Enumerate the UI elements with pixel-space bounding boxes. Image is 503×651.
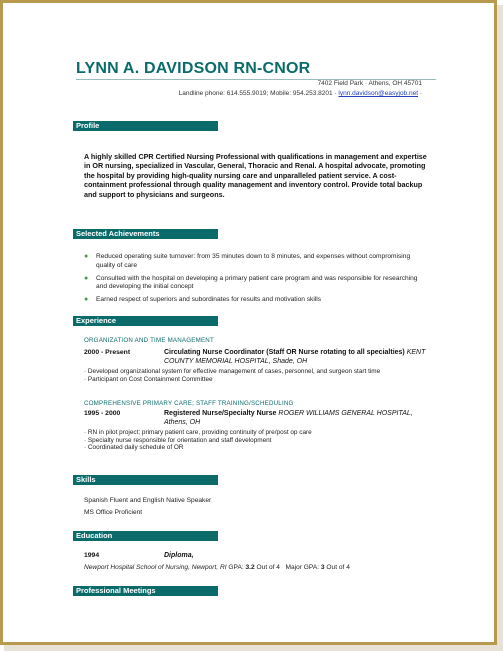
bullet-icon: ● bbox=[84, 296, 89, 303]
profile-summary: A highly skilled CPR Certified Nursing Professional with qualifications in management and expertise in OR nursing, specialized in Vascular, General, Thoracic and Renal. A hospital advocate, promoting the hospital by providing high-quality nursing care and unparalleled patient service. A cost-containment professional through quality management and inventory control. Provide total backup and support to physicians and surgeons. bbox=[84, 152, 427, 199]
section-achievements: Selected Achievements bbox=[73, 229, 218, 239]
experience-title bbox=[164, 349, 434, 366]
contact-line bbox=[179, 90, 422, 97]
bullet-icon: ● bbox=[84, 274, 89, 282]
experience-focus: COMPREHENSIVE PRIMARY CARE; STAFF TRAINING/SCHEDULING bbox=[84, 400, 294, 407]
contact-suffix: · bbox=[418, 90, 422, 97]
school-name: Newport Hospital School of Nursing, Newport, RI bbox=[84, 564, 227, 571]
detail-line: · RN in pilot project; primary patient care, providing continuity of pre/post op care bbox=[84, 429, 312, 436]
detail-line: · Developed organizational system for effective management of cases, personnel, and surgeon start time bbox=[84, 368, 381, 375]
achievement-text: Earned respect of superiors and subordinates for results and motivation skills bbox=[96, 296, 322, 303]
major-gpa-value: 3 bbox=[320, 564, 325, 571]
section-professional-meetings: Professional Meetings bbox=[73, 586, 218, 596]
education-details bbox=[84, 564, 350, 571]
bullet-icon: ● bbox=[84, 253, 89, 260]
gpa-out-of: Out of 4 bbox=[254, 564, 280, 571]
achievement-text: Reduced operating suite turnover: from 35 minutes down to 8 minutes, and expenses without compromising quality of care bbox=[96, 253, 411, 269]
gpa-label: GPA: bbox=[228, 564, 246, 571]
education-year: 1994 bbox=[84, 552, 100, 559]
list-item bbox=[83, 275, 428, 292]
achievements-list bbox=[83, 253, 428, 309]
skills-list bbox=[84, 495, 211, 519]
experience-date: 2000 - Present bbox=[84, 349, 131, 356]
detail-line: · Coordinated daily schedule of OR bbox=[84, 444, 184, 452]
section-education: Education bbox=[73, 531, 218, 541]
experience-details bbox=[84, 429, 434, 452]
phone-numbers: Landline phone: 614.555.9019; Mobile: 954.253.8201 · bbox=[178, 90, 339, 97]
candidate-name: LYNN A. DAVIDSON RN-CNOR bbox=[76, 60, 311, 77]
section-experience: Experience bbox=[73, 316, 218, 326]
achievement-text: Consulted with the hospital on developing a primary patient care program and was responsible for researching and developing the initial concept bbox=[96, 274, 418, 290]
skill-item: Spanish Fluent and English Native Speaker bbox=[84, 497, 212, 504]
list-item bbox=[83, 253, 428, 270]
major-gpa-out-of: Out of 4 bbox=[324, 564, 350, 571]
employer: ROGER WILLIAMS GENERAL HOSPITAL, Athens, OH bbox=[164, 410, 413, 426]
job-title: Circulating Nurse Coordinator (Staff OR Nurse rotating to all specialties) bbox=[164, 349, 405, 356]
experience-details bbox=[84, 368, 434, 383]
experience-focus: ORGANIZATION AND TIME MANAGEMENT bbox=[84, 337, 214, 344]
experience-date: 1995 - 2000 bbox=[84, 410, 121, 417]
job-title: Registered Nurse/Specialty Nurse bbox=[164, 410, 277, 417]
detail-line: · Participant on Cost Containment Committee bbox=[84, 375, 213, 383]
experience-title bbox=[164, 410, 429, 427]
skill-item: MS Office Proficient bbox=[84, 509, 143, 516]
gpa-value: 3.2 bbox=[245, 564, 255, 571]
email-link[interactable]: lynn.davidson@easyjob.net bbox=[338, 90, 419, 97]
employer: KENT COUNTY MEMORIAL HOSPITAL, Shade, OH bbox=[164, 349, 426, 365]
detail-line: · Specialty nurse responsible for orientation and staff development bbox=[84, 436, 272, 444]
education-degree: Diploma, bbox=[164, 552, 194, 559]
list-item bbox=[83, 296, 428, 305]
address: 7402 Field Park · Athens, OH 45701 bbox=[317, 80, 422, 87]
section-skills: Skills bbox=[73, 475, 218, 485]
section-profile: Profile bbox=[73, 121, 218, 131]
major-gpa-label: Major GPA: bbox=[285, 564, 321, 571]
